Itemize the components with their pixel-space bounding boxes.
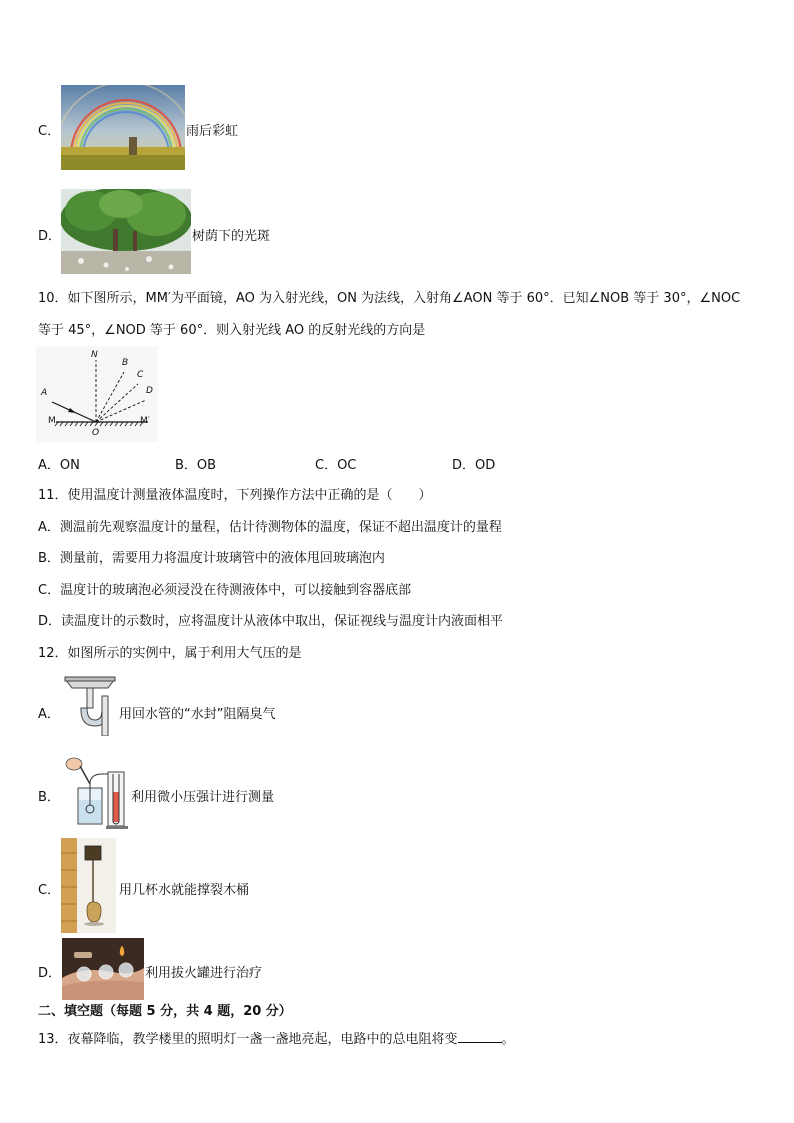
q12-option-a-text: 用回水管的“水封”阻隔臭气 (119, 707, 276, 722)
q12-option-b-label: B． (38, 790, 60, 805)
mirror-reflection-diagram (36, 346, 158, 442)
q10-option-b: B．OB (175, 458, 217, 473)
drain-trap-icon (62, 674, 118, 736)
q11-stem: 11．使用温度计测量液体温度时，下列操作方法中正确的是（ ） (38, 488, 432, 503)
q11-option-a: A．测温前先观察温度计的量程，估计待测物体的温度，保证不超出温度计的量程 (38, 520, 502, 535)
label-d: D (146, 386, 153, 396)
q12-stem: 12．如图所示的实例中，属于利用大气压的是 (38, 646, 302, 661)
q10-option-a: A．ON (38, 458, 80, 473)
q13-stem: 13．夜幕降临，教学楼里的照明灯一盏一盏地亮起，电路中的总电阻将变 (38, 1032, 458, 1047)
option-d-label: D． (38, 229, 62, 244)
label-n: N (91, 350, 98, 360)
label-m: M (48, 416, 56, 426)
pressure-gauge-icon (62, 754, 132, 831)
label-c: C (137, 370, 144, 380)
q12-option-b-text: 利用微小压强计进行测量 (131, 790, 275, 805)
q12-option-a-label: A． (38, 707, 60, 722)
cupping-photo (62, 938, 144, 1000)
section-2-title: 二、填空题（每题 5 分，共 4 题，20 分） (38, 1004, 292, 1019)
tree-shade-photo (61, 189, 191, 274)
label-o: O (92, 428, 100, 438)
option-d-text: 树荫下的光斑 (192, 229, 271, 244)
option-c-text: 雨后彩虹 (186, 124, 239, 139)
rainbow-photo (61, 85, 185, 170)
option-c-label: C． (38, 124, 61, 139)
label-a: A (41, 388, 48, 398)
label-m-prime: M′ (140, 416, 150, 426)
q12-option-c-text: 用几杯水就能撑裂木桶 (119, 883, 250, 898)
q13-answer-blank (458, 1030, 502, 1043)
q13-stem-line (38, 1030, 515, 1049)
q10-stem-line2: 等于 45°，∠NOD 等于 60°．则入射光线 AO 的反射光线的方向是 (38, 323, 426, 338)
label-b: B (122, 358, 129, 368)
q10-option-d: D．OD (452, 458, 496, 473)
q12-option-d-label: D． (38, 966, 62, 981)
q12-option-d-text: 利用拔火罐进行治疗 (145, 966, 263, 981)
q11-option-d: D．读温度计的示数时，应将温度计从液体中取出，保证视线与温度计内液面相平 (38, 614, 504, 629)
q11-option-c: C．温度计的玻璃泡必须浸没在待测液体中，可以接触到容器底部 (38, 583, 412, 598)
q10-option-c: C．OC (315, 458, 357, 473)
q11-option-b: B．测量前，需要用力将温度计玻璃管中的液体甩回玻璃泡内 (38, 551, 385, 566)
q13-end: 。 (501, 1032, 515, 1047)
q12-option-c-label: C． (38, 883, 61, 898)
barrel-experiment-photo (61, 838, 116, 933)
q10-stem-line1: 10．如下图所示，MM′为平面镜，AO 为入射光线，ON 为法线，入射角∠AON 等于 60°．已知∠NOB 等于 30°，∠NOC (38, 291, 741, 306)
